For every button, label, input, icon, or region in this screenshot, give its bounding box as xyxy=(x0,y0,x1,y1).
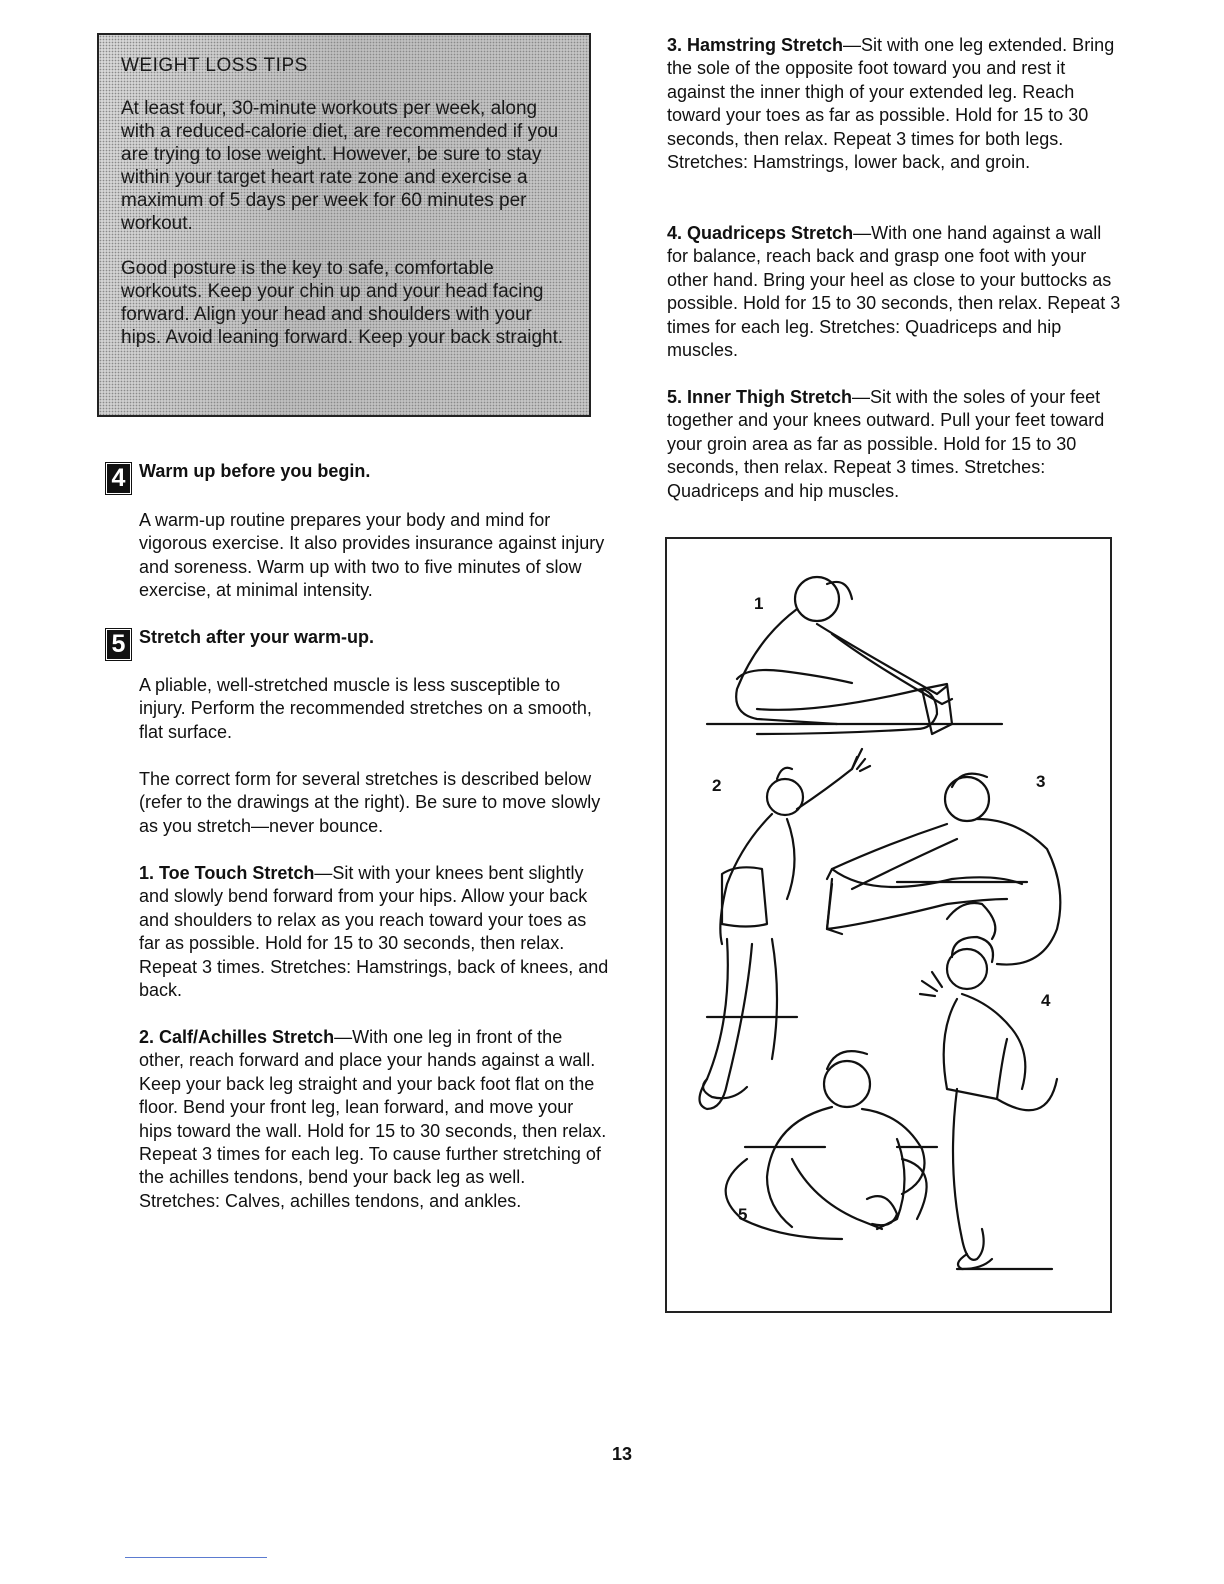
stretch-4-label: 4. Quadriceps Stretch xyxy=(667,223,854,243)
stretch-2-label: 2. Calf/Achilles Stretch xyxy=(139,1027,335,1047)
figure-label-3: 3 xyxy=(1036,772,1046,791)
page-number: 13 xyxy=(612,1444,633,1464)
step-4-heading: Warm up before you begin. xyxy=(139,461,371,481)
calf-achilles-figure-illustration xyxy=(700,749,871,1109)
figure-label-5: 5 xyxy=(738,1205,748,1224)
step-4-body: A warm-up routine prepares your body and mind for vigorous exercise. It also provides insurance against injury and soreness. Warm up with two to five minutes of slow exercise, at minimal intensity. xyxy=(139,510,605,601)
stretch-drawings xyxy=(667,539,1110,1311)
toe-touch-figure-illustration xyxy=(707,577,1002,734)
step-5-badge: 5 xyxy=(106,629,131,660)
figure-label-4: 4 xyxy=(1041,991,1051,1010)
inner-thigh-figure-illustration xyxy=(726,1051,937,1239)
tips-title: WEIGHT LOSS TIPS xyxy=(121,55,308,76)
stretch-3-label: 3. Hamstring Stretch xyxy=(667,35,844,55)
stretch-5-text xyxy=(667,386,1127,503)
step-4-badge: 4 xyxy=(106,463,131,494)
stretch-4-text xyxy=(667,222,1127,362)
stretch-1-label: 1. Toe Touch Stretch xyxy=(139,863,315,883)
stretch-5-description: —Sit with the soles of your feet together and your knees outward. Pull your feet toward your groin area as far as possible. Hold for 15 to 30 seconds, then relax. Repeat 3 times. Stretches: Quadriceps and hip muscles. xyxy=(667,387,1105,501)
stretch-3-text xyxy=(667,34,1127,174)
quadriceps-figure-illustration xyxy=(920,937,1057,1269)
bottom-rule xyxy=(125,1557,267,1558)
tips-paragraph-2: Good posture is the key to safe, comfortable workouts. Keep your chin up and your head facing forward. Align your head and shoulders with your hips. Avoid leaning forward. Keep your back straight. xyxy=(121,258,564,348)
stretch-4-description: —With one hand against a wall for balance, reach back and grasp one foot with your other hand. Bring your heel as close to your buttocks as possible. Hold for 15 to 30 seconds, then relax. Repeat 3 times for each leg. Stretches: Quadriceps and hip muscles. xyxy=(667,223,1121,361)
stretch-2-description: —With one leg in front of the other, reach forward and place your hands against a wall. Keep your back leg straight and your back foot flat on the floor. Bend your front leg, lean forward, and move your hips toward the wall. Hold for 15 to 30 seconds, then relax. Repeat 3 times for each leg. To cause further stretching of the achilles tendons, bend your back leg as well. Stretches: Calves, achilles tendons, and ankles. xyxy=(139,1027,607,1211)
stretch-1-description: —Sit with your knees bent slightly and slowly bend forward from your hips. Allow your back and shoulders to relax as you reach toward your toes as far as possible. Hold for 15 to 30 seconds, then relax. Repeat 3 times. Stretches: Hamstrings, back of knees, and back. xyxy=(139,863,609,1001)
tips-paragraph-1: At least four, 30-minute workouts per week, along with a reduced-calorie diet, are recommended if you are trying to lose weight. However, be sure to stay within your target heart rate zone and exercise a maximum of 5 days per week for 60 minutes per workout. xyxy=(121,98,559,234)
weight-loss-tips-box xyxy=(97,33,591,417)
step-5-body-1: A pliable, well-stretched muscle is less susceptible to injury. Perform the recommended stretches on a smooth, flat surface. xyxy=(139,675,592,742)
figure-label-1: 1 xyxy=(754,594,764,613)
step-5-body-2: The correct form for several stretches is described below (refer to the drawings at the right). Be sure to move slowly as you stretch—never bounce. xyxy=(139,769,601,836)
stretch-5-label: 5. Inner Thigh Stretch xyxy=(667,387,853,407)
step-5-heading: Stretch after your warm-up. xyxy=(139,627,375,647)
hamstring-figure-illustration xyxy=(827,774,1060,965)
stretch-illustrations-figure xyxy=(665,537,1112,1313)
stretch-3-description: —Sit with one leg extended. Bring the sole of the opposite foot toward you and rest it against the inner thigh of your extended leg. Reach toward your toes as far as possible. Hold for 15 to 30 seconds, then relax. Repeat 3 times for both legs. Stretches: Hamstrings, lower back, and groin. xyxy=(667,35,1115,173)
stretch-2-text xyxy=(139,1026,609,1213)
figure-label-2: 2 xyxy=(712,776,722,795)
stretch-1-text xyxy=(139,862,609,1002)
